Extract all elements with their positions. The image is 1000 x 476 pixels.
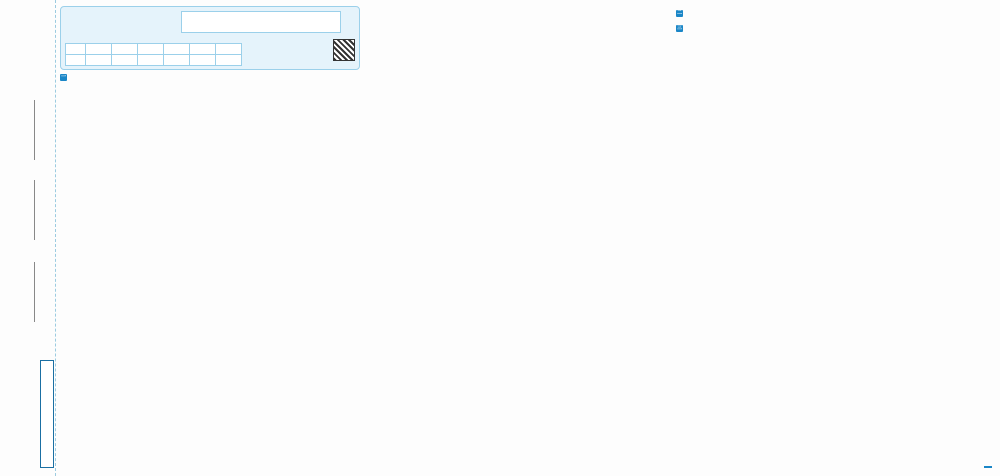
qr-code-icon <box>333 39 355 61</box>
column-3 <box>676 6 992 44</box>
section-2-title <box>676 10 992 17</box>
logo <box>67 11 105 37</box>
brand-vertical <box>40 360 54 468</box>
section-3-title <box>676 25 992 32</box>
section-icon: 三 <box>676 25 682 31</box>
calc-row-1 <box>676 34 992 38</box>
score-table <box>65 43 242 66</box>
section-icon: 二 <box>676 10 682 16</box>
page-number <box>984 466 992 468</box>
calc-row-2 <box>676 40 992 44</box>
section-icon: 一 <box>60 74 66 80</box>
binding-strip <box>0 0 56 476</box>
column-2 <box>368 6 668 10</box>
column-1 <box>60 6 360 83</box>
exam-title <box>181 11 341 33</box>
section-1-title <box>60 74 360 81</box>
exam-header <box>60 6 360 70</box>
